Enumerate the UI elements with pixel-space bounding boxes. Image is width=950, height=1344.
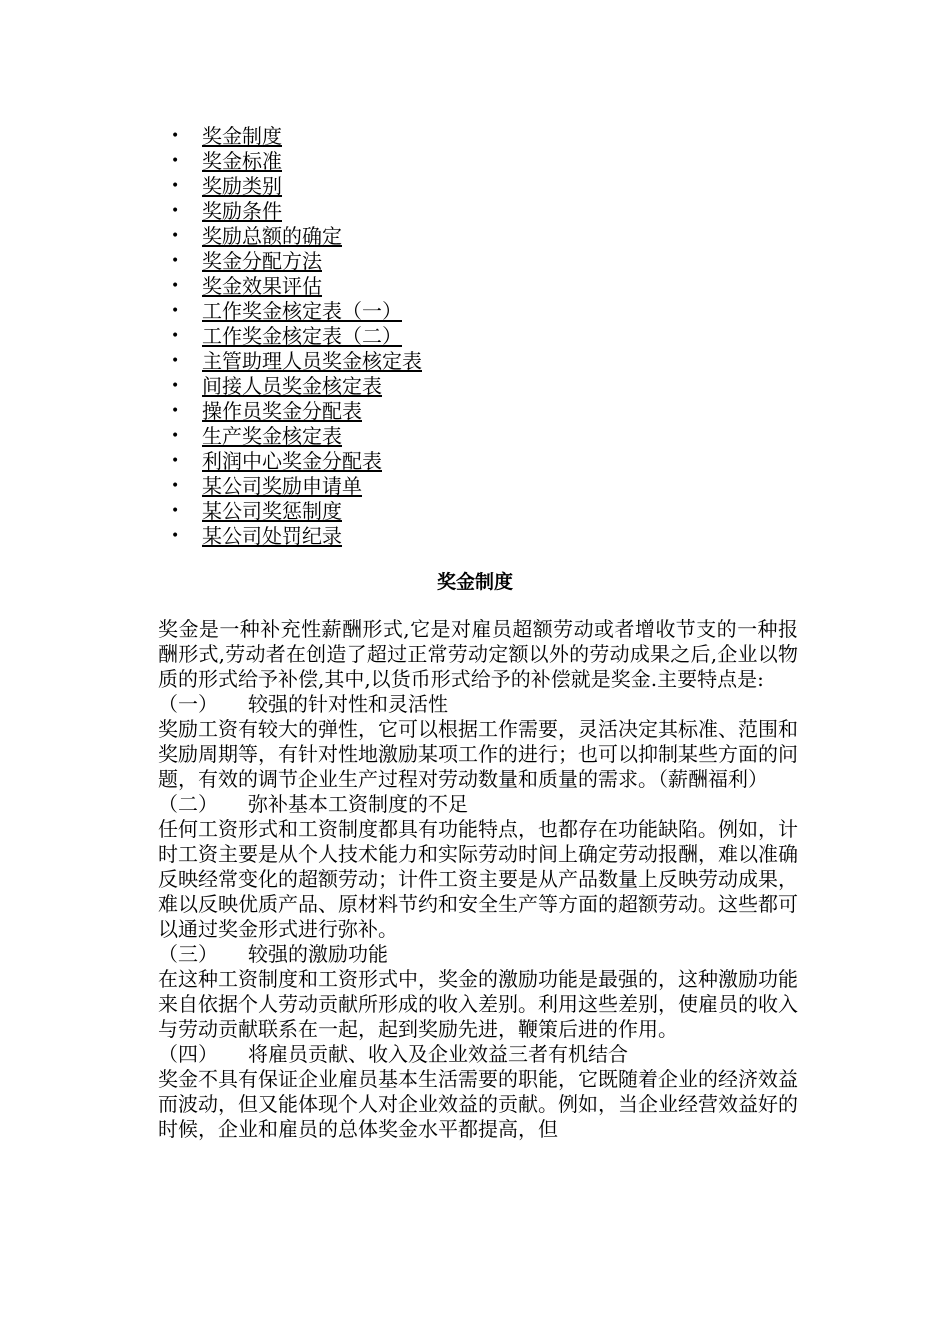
- section-heading-text: 弥补基本工资制度的不足: [248, 792, 468, 816]
- toc-item: [160, 524, 422, 549]
- bullet-icon: •: [171, 128, 180, 144]
- toc-item: [160, 374, 422, 399]
- toc-item: [160, 399, 422, 424]
- toc-item: [160, 299, 422, 324]
- section-heading: [158, 1042, 798, 1067]
- toc-item: [160, 224, 422, 249]
- section-paragraph: 奖励工资有较大的弹性，它可以根据工作需要，灵活决定其标准、范围和奖励周期等，有针对性地激励某项工作的进行；也可以抑制某些方面的问题，有效的调节企业生产过程对劳动数量和质量的需求。（薪酬福利）: [158, 717, 798, 791]
- bullet-icon: •: [171, 378, 180, 394]
- section-heading: [158, 792, 798, 817]
- section-paragraph: 奖金不具有保证企业雇员基本生活需要的职能，它既随着企业的经济效益而波动，但又能体现个人对企业效益的贡献。例如，当企业经营效益好的时候，企业和雇员的总体奖金水平都提高，但: [158, 1067, 798, 1141]
- toc-link[interactable]: 主管助理人员奖金核定表: [202, 349, 422, 373]
- section-number: （三）: [158, 942, 218, 966]
- bullet-icon: •: [171, 328, 180, 344]
- bullet-icon: •: [171, 528, 180, 544]
- section-number: （一）: [158, 692, 218, 716]
- section-paragraph: 在这种工资制度和工资形式中，奖金的激励功能是最强的，这种激励功能来自依据个人劳动贡献所形成的收入差别。利用这些差别，使雇员的收入与劳动贡献联系在一起，起到奖励先进，鞭策后进的作用。: [158, 967, 798, 1041]
- toc-item: [160, 274, 422, 299]
- toc-link[interactable]: 某公司奖惩制度: [202, 499, 342, 523]
- intro-paragraph: 奖金是一种补充性薪酬形式,它是对雇员超额劳动或者增收节支的一种报酬形式,劳动者在创造了超过正常劳动定额以外的劳动成果之后,企业以物质的形式给予补偿,其中,以货币形式给予的补偿就是奖金.主要特点是:: [158, 617, 798, 691]
- bullet-icon: •: [171, 403, 180, 419]
- section-heading-text: 较强的激励功能: [248, 942, 388, 966]
- bullet-icon: •: [171, 153, 180, 169]
- section-heading: [158, 942, 798, 967]
- section-heading-text: 较强的针对性和灵活性: [248, 692, 448, 716]
- section-heading: [158, 692, 798, 717]
- toc-item: [160, 174, 422, 199]
- document-title: 奖金制度: [436, 571, 513, 593]
- toc-item: [160, 149, 422, 174]
- toc-link[interactable]: 奖励条件: [202, 199, 282, 223]
- toc-link[interactable]: 利润中心奖金分配表: [202, 449, 382, 473]
- bullet-icon: •: [171, 453, 180, 469]
- bullet-icon: •: [171, 353, 180, 369]
- bullet-icon: •: [171, 428, 180, 444]
- bullet-icon: •: [171, 228, 180, 244]
- table-of-contents: [160, 124, 422, 549]
- toc-link[interactable]: 某公司处罚纪录: [202, 524, 342, 548]
- bullet-icon: •: [171, 253, 180, 269]
- toc-link[interactable]: 奖金效果评估: [202, 274, 322, 298]
- toc-link[interactable]: 操作员奖金分配表: [202, 399, 362, 423]
- toc-item: [160, 449, 422, 474]
- toc-link[interactable]: 奖励总额的确定: [202, 224, 342, 248]
- bullet-icon: •: [171, 178, 180, 194]
- section-heading-text: 将雇员贡献、收入及企业效益三者有机结合: [248, 1042, 628, 1066]
- toc-link[interactable]: 奖金制度: [202, 124, 282, 148]
- toc-link[interactable]: 间接人员奖金核定表: [202, 374, 382, 398]
- toc-item: [160, 474, 422, 499]
- bullet-icon: •: [171, 478, 180, 494]
- toc-link[interactable]: 奖励类别: [202, 174, 282, 198]
- bullet-icon: •: [171, 303, 180, 319]
- bullet-icon: •: [171, 203, 180, 219]
- toc-link[interactable]: 某公司奖励申请单: [202, 474, 362, 498]
- section-number: （四）: [158, 1042, 218, 1066]
- toc-item: [160, 324, 422, 349]
- toc-item: [160, 249, 422, 274]
- toc-link[interactable]: 工作奖金核定表（一）: [202, 299, 402, 323]
- toc-item: [160, 199, 422, 224]
- toc-item: [160, 424, 422, 449]
- toc-link[interactable]: 奖金分配方法: [202, 249, 322, 273]
- toc-item: [160, 349, 422, 374]
- toc-item: [160, 124, 422, 149]
- bullet-icon: •: [171, 278, 180, 294]
- bullet-icon: •: [171, 503, 180, 519]
- toc-item: [160, 499, 422, 524]
- section-number: （二）: [158, 792, 218, 816]
- toc-link[interactable]: 奖金标准: [202, 149, 282, 173]
- toc-link[interactable]: 工作奖金核定表（二）: [202, 324, 402, 348]
- section-paragraph: 任何工资形式和工资制度都具有功能特点，也都存在功能缺陷。例如，计时工资主要是从个人技术能力和实际劳动时间上确定劳动报酬，难以准确反映经常变化的超额劳动；计件工资主要是从产品数量上反映劳动成果，难以反映优质产品、原材料节约和安全生产等方面的超额劳动。这些都可以通过奖金形式进行弥补。: [158, 817, 798, 941]
- document-body: [158, 617, 798, 1142]
- toc-link[interactable]: 生产奖金核定表: [202, 424, 342, 448]
